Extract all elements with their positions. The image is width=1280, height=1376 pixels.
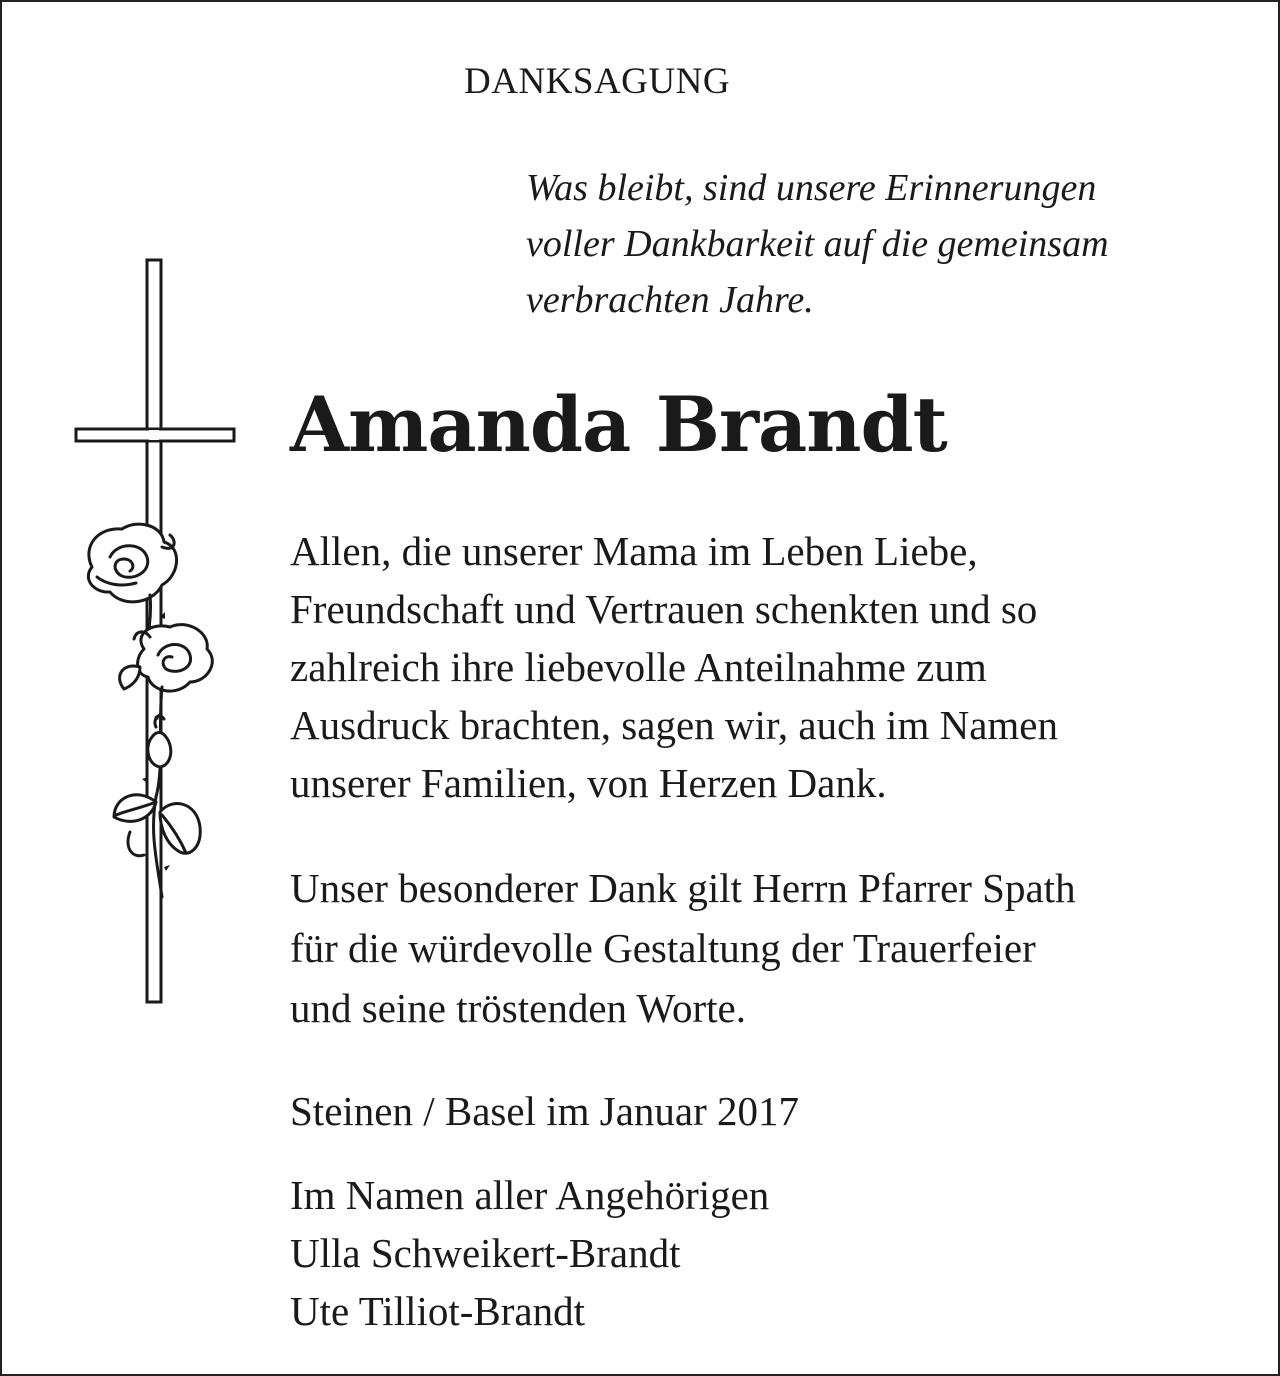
motto-line: verbrachten Jahre. [526, 279, 814, 321]
paragraph-line: Ausdruck brachten, sagen wir, auch im Namen [290, 702, 1058, 748]
special-thanks-paragraph [290, 858, 1076, 1038]
signature-line: Ute Tilliot-Brandt [290, 1288, 586, 1334]
signature-line: Im Namen aller Angehörigen [290, 1172, 770, 1218]
thanks-paragraph [290, 522, 1058, 812]
motto-line: voller Dankbarkeit auf die gemeinsam [526, 223, 1109, 265]
motto-quote [526, 160, 1109, 328]
paragraph-line: Freundschaft und Vertrauen schenkten und so [290, 586, 1038, 632]
paragraph-line: Allen, die unserer Mama im Leben Liebe, [290, 528, 978, 574]
paragraph-line: unserer Familien, von Herzen Dank. [290, 760, 887, 806]
motto-line: Was bleibt, sind unsere Erinnerungen [526, 167, 1097, 209]
paragraph-line: und seine tröstenden Worte. [290, 985, 746, 1031]
cross-with-roses-icon [52, 257, 252, 1007]
notice-heading: DANKSAGUNG [464, 61, 731, 102]
signature-line: Ulla Schweikert-Brandt [290, 1230, 681, 1276]
paragraph-line: Unser besonderer Dank gilt Herrn Pfarrer Spath [290, 865, 1076, 911]
paragraph-line: für die würdevolle Gestaltung der Trauerfeier [290, 925, 1036, 971]
deceased-name: Amanda Brandt [290, 380, 947, 469]
signatures [290, 1166, 769, 1340]
paragraph-line: zahlreich ihre liebevolle Anteilnahme zum [290, 644, 987, 690]
place-and-date: Steinen / Basel im Januar 2017 [290, 1088, 799, 1134]
